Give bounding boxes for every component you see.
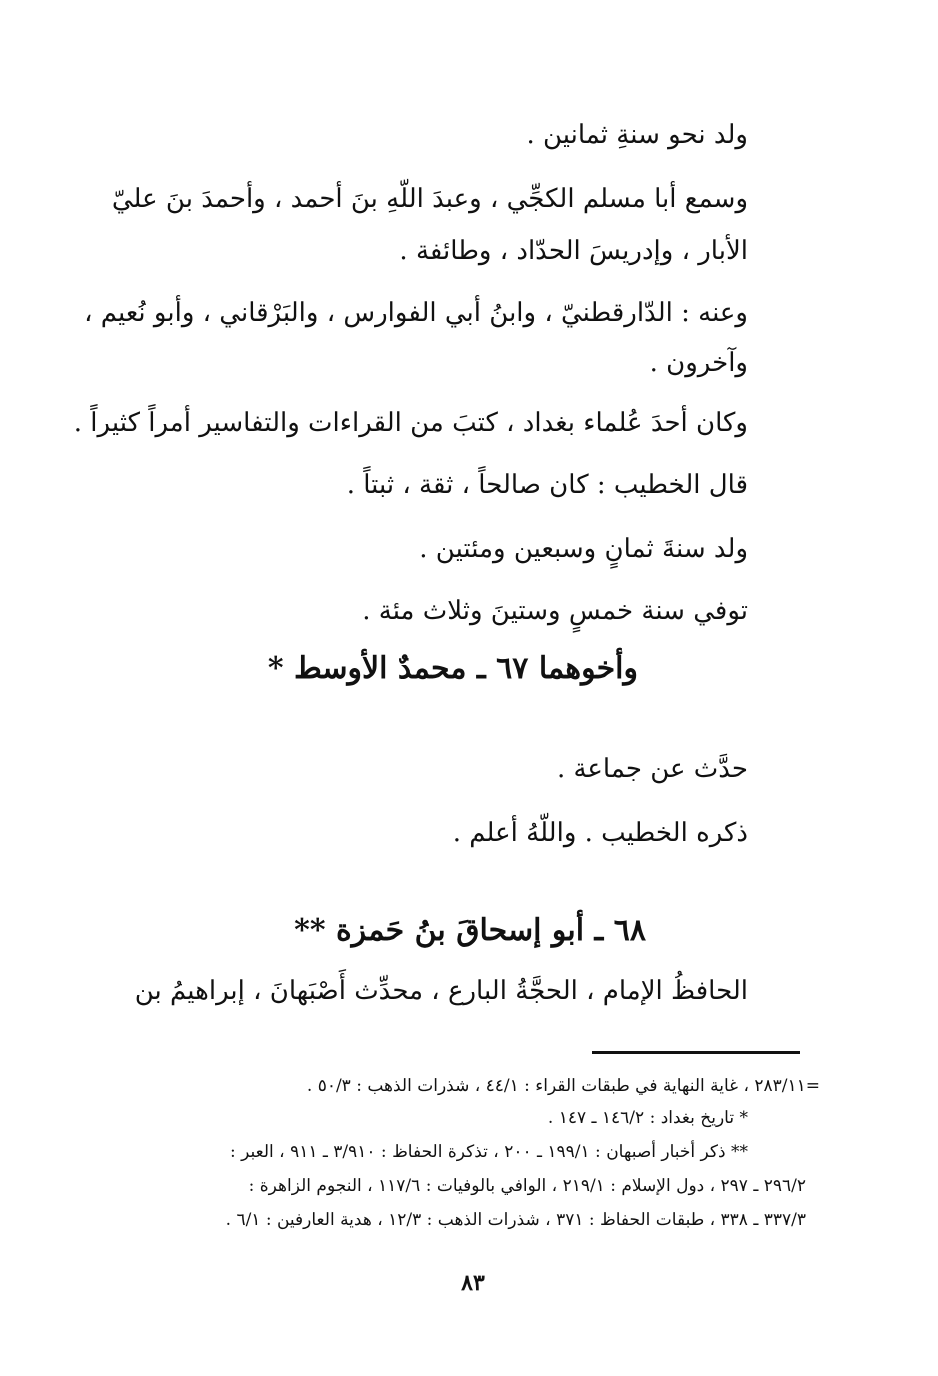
entry66-from-him-line2: وآخرون . [649,348,748,378]
page-number: ٨٣ [461,1270,485,1296]
entry66-heard-line1: وسمع أبا مسلم الكجِّي ، وعبدَ اللّهِ بنَ أحمد ، وأحمدَ بنَ عليّ [111,184,748,214]
entry67-mentioned: ذكره الخطيب . واللّهُ أعلم . [452,818,748,848]
entry67-heading: وأخوهما ٦٧ ـ محمدٌ الأوسط * [267,651,638,686]
footnote-line-3: ** ذكر أخبار أصبهان : ١٩٩/١ ـ ٢٠٠ ، تذكرة الحفاظ : ٣/٩١٠ ـ ٩١١ ، العبر : [230,1142,748,1162]
entry66-from-him-line1: وعنه : الدّارقطنيّ ، وابنُ أبي الفوارس ، والبَرْقاني ، وأبو نُعيم ، [84,298,748,328]
footnote-line-4: ٢٩٦/٢ ـ ٢٩٧ ، دول الإسلام : ٢١٩/١ ، الوافي بالوفيات : ١١٧/٦ ، النجوم الزاهرة : [248,1176,806,1196]
entry66-born: ولد سنةَ ثمانٍ وسبعين ومئتين . [419,534,748,564]
footnote-line-5: ٣٣٧/٣ ـ ٣٣٨ ، طبقات الحفاظ : ٣٧١ ، شذرات الذهب : ١٢/٣ ، هدية العارفين : ٦/١ . [225,1210,806,1230]
entry67-narrated: حدَّث عن جماعة . [556,754,748,784]
entry66-heard-line2: الأبار ، وإدريسَ الحدّاد ، وطائفة . [399,236,748,266]
footnote-line-2: * تاريخ بغداد : ١٤٦/٢ ـ ١٤٧ . [547,1108,748,1128]
entry68-heading: ٦٨ ـ أبو إسحاقَ بنُ حَمزة ** [294,913,646,948]
entry66-khatib: قال الخطيب : كان صالحاً ، ثقة ، ثبتاً . [346,470,748,500]
entry66-born-approx: ولد نحو سنةِ ثمانين . [526,120,748,150]
entry66-died: توفي سنة خمسٍ وستينَ وثلاث مئة . [362,596,748,626]
footnote-line-1: =٢٨٣/١١ ، غاية النهاية في طبقات القراء : ٤٤/١ ، شذرات الذهب : ٥٠/٣ . [306,1076,820,1096]
entry68-intro: الحافظُ الإمام ، الحجَّةُ البارع ، محدِّث أَصْبَهانَ ، إبراهيمُ بن [134,976,748,1006]
entry66-scholar: وكان أحدَ عُلماء بغداد ، كتبَ من القراءات والتفاسير أمراً كثيراً . [73,408,748,438]
footnote-separator [592,1051,800,1054]
